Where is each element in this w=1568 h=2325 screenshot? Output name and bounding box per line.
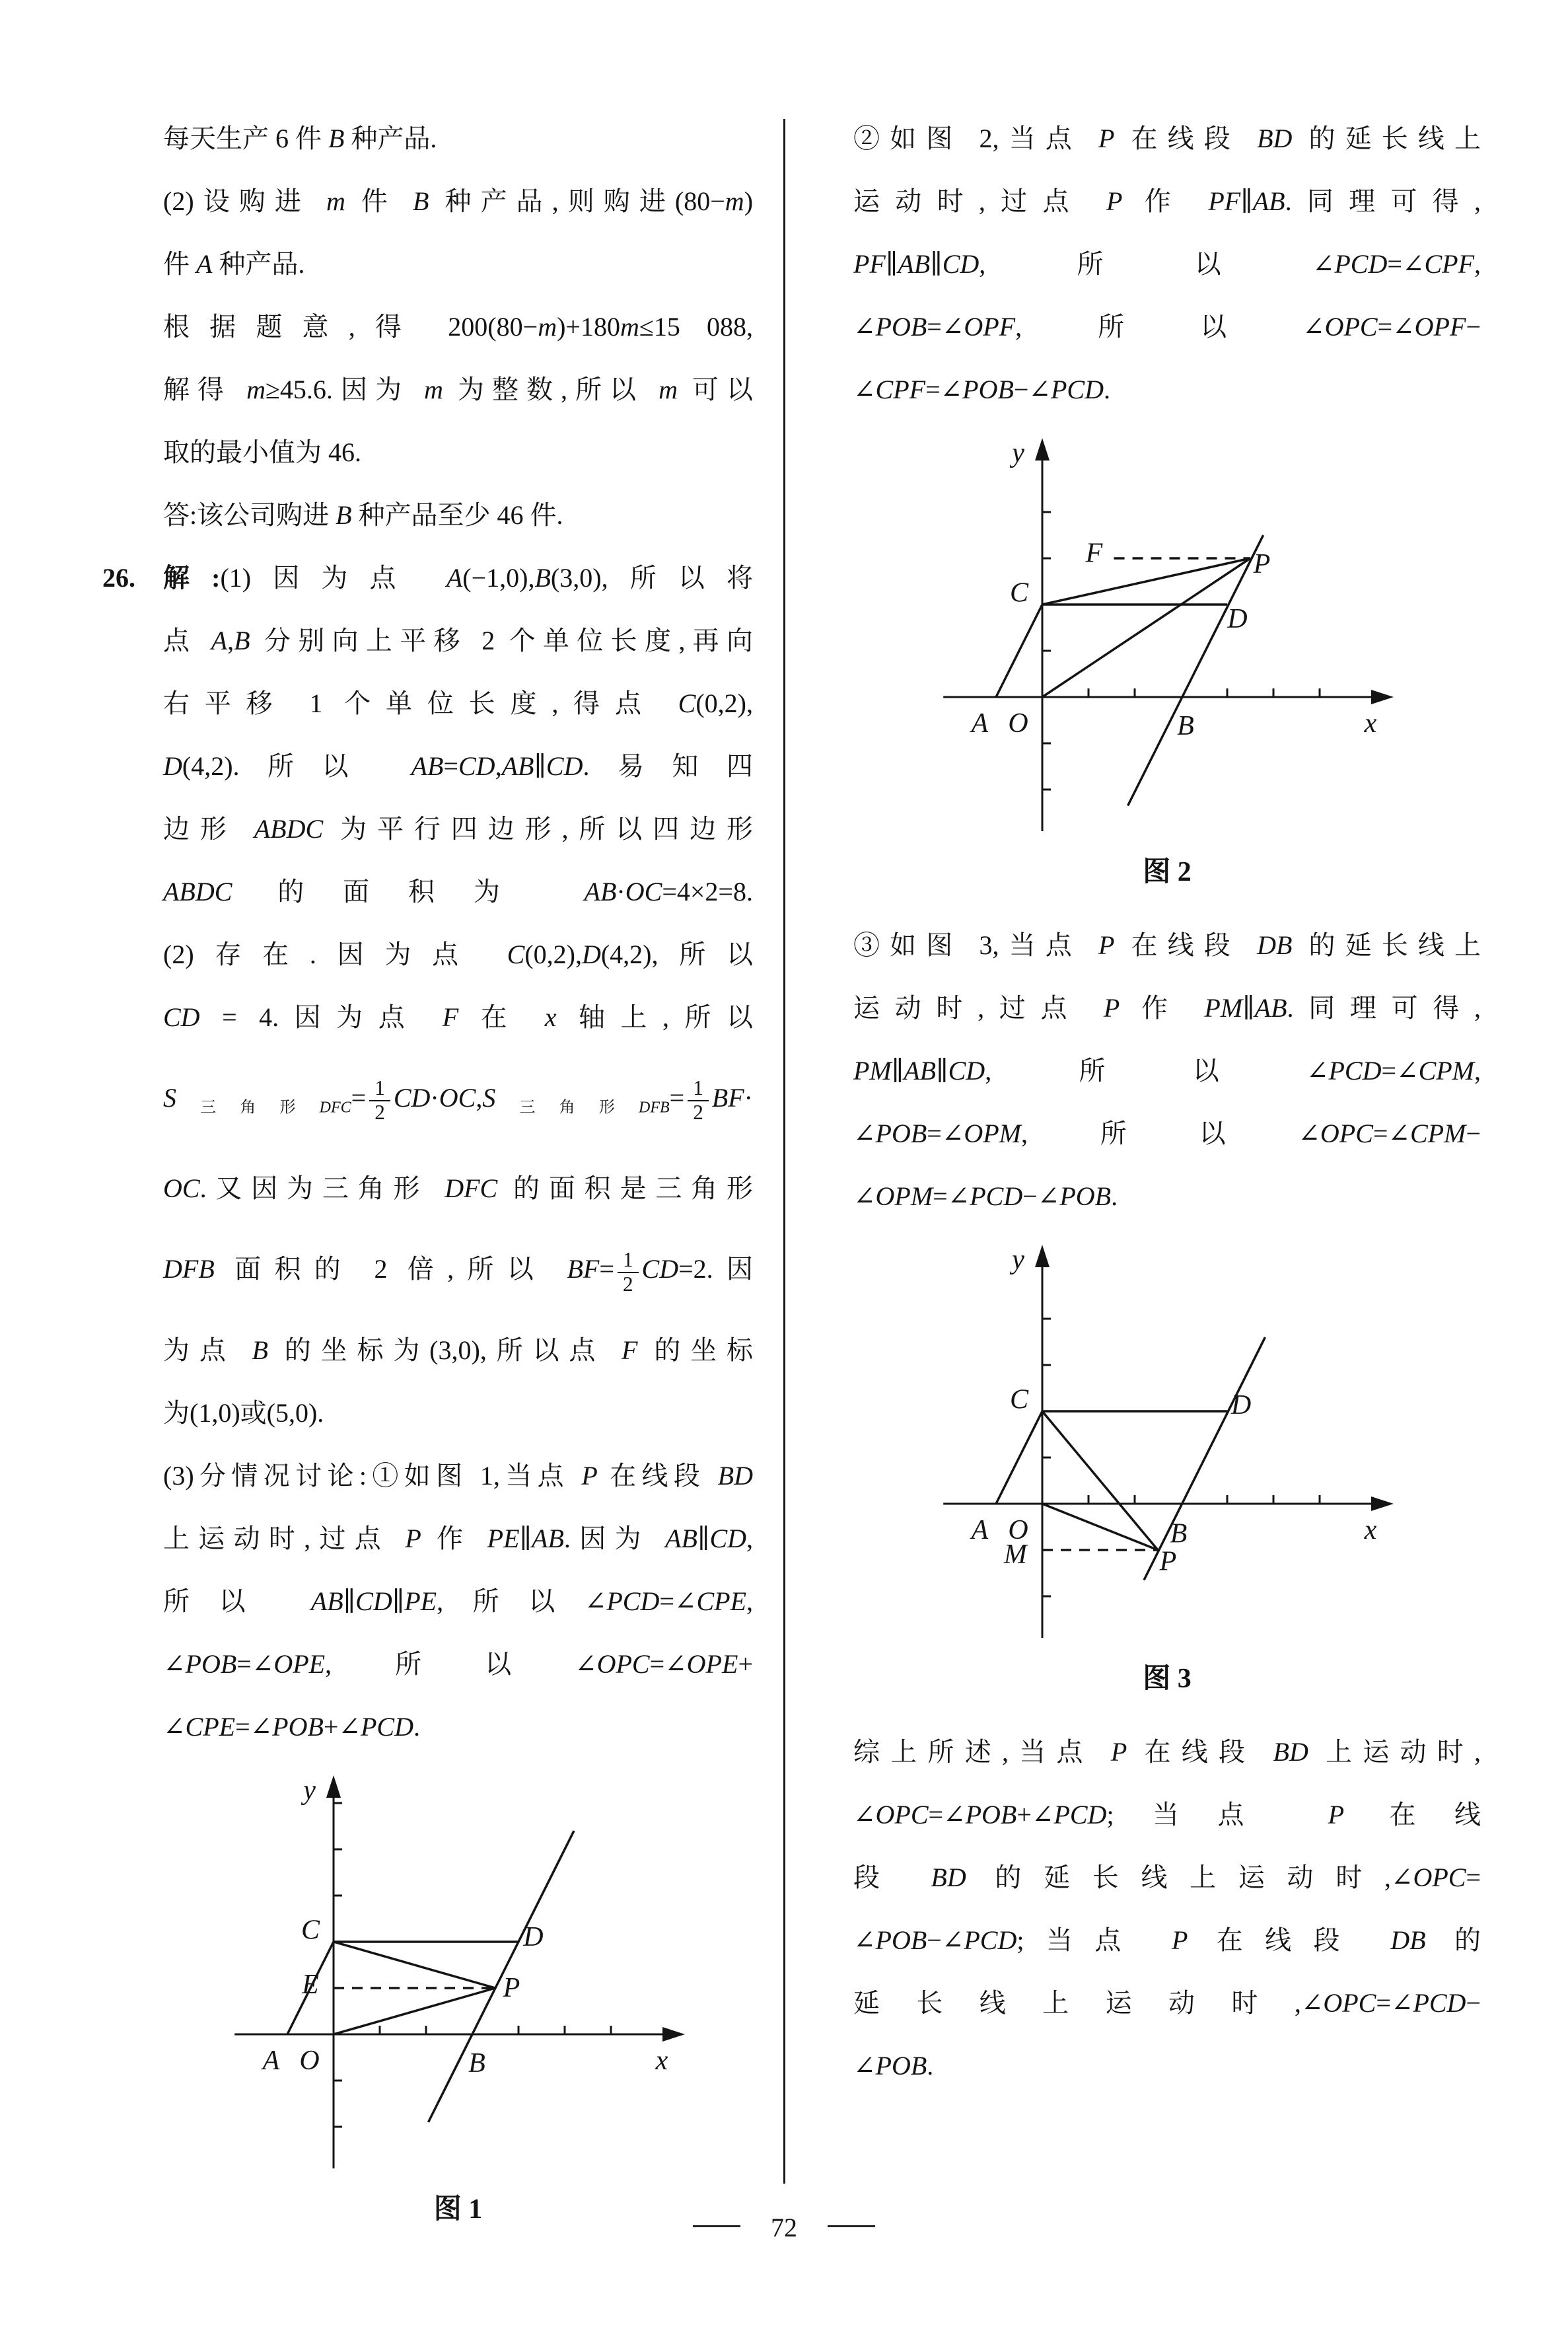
math-variable: POB <box>185 1649 237 1679</box>
math-variable: m <box>538 312 557 342</box>
math-variable: PF <box>853 249 886 279</box>
math-variable: B <box>534 563 551 593</box>
figure-segment <box>1042 558 1250 605</box>
text-line: 为点 B 的坐标为(3,0),所以点 F 的坐标 <box>163 1335 754 1366</box>
math-variable: P <box>1171 1925 1188 1955</box>
math-variable: P <box>1098 930 1115 960</box>
math-variable: POB <box>875 1119 927 1148</box>
point-label-D: D <box>1230 1390 1252 1421</box>
math-variable: OPC <box>1320 1119 1373 1148</box>
math-variable: OPC <box>1413 1863 1466 1892</box>
figure-2-caption: 图 2 <box>1143 857 1192 887</box>
math-variable: AB <box>904 1056 937 1086</box>
figure-2-wrap <box>853 438 1481 895</box>
footer-dash <box>828 2225 875 2227</box>
math-variable: m <box>725 186 744 216</box>
case-2-text <box>853 107 1481 421</box>
math-variable: BD <box>931 1863 966 1892</box>
text-line: DFB 面积的 2 倍,所以 BF= $\frac{1}{2}$ CD=2.因 <box>163 1247 754 1296</box>
text-line: 答:该公司购进 B 种产品至少 46 件. <box>163 500 563 530</box>
math-variable: P <box>1110 1737 1127 1767</box>
text-line: ∠OPM=∠PCD−∠POB. <box>853 1181 1118 1211</box>
point-label-F: F <box>1085 538 1103 569</box>
text-line: OC.又因为三角形 DFC 的面积是三角形 <box>163 1173 753 1204</box>
math-variable: BD <box>717 1461 753 1491</box>
math-variable: P <box>1106 186 1123 216</box>
math-variable: B <box>252 1335 268 1366</box>
math-variable: OC <box>163 1173 200 1204</box>
case-3-text <box>853 914 1481 1228</box>
point-label-D: D <box>1227 603 1248 634</box>
text-line: 为(1,0)或(5,0). <box>163 1398 324 1428</box>
fraction <box>618 1249 639 1296</box>
math-variable: AB <box>310 1586 343 1617</box>
point-label-P: P <box>1253 549 1271 580</box>
figure-segment <box>1144 1337 1265 1580</box>
text-line: 延长线上运动时,∠OPC=∠PCD− <box>853 1988 1481 2018</box>
text-line: (3)分情况讨论:①如图 1,当点 P 在线段 BD <box>163 1461 753 1491</box>
math-variable: OPF <box>1414 312 1466 342</box>
math-variable: F <box>622 1335 638 1366</box>
math-variable: CPE <box>185 1712 236 1742</box>
math-variable: m <box>246 375 266 404</box>
math-variable: ABDC <box>163 877 232 906</box>
fraction-denominator: 2 <box>369 1100 390 1125</box>
math-variable: PCD <box>1413 1988 1466 2018</box>
point-label-D: D <box>522 1922 544 1953</box>
math-variable: DFB <box>638 1099 670 1117</box>
figure-svg <box>232 1775 685 2173</box>
math-variable: OPE <box>273 1649 326 1679</box>
fraction-numerator: 1 <box>693 1076 703 1100</box>
right-column <box>853 107 1481 2097</box>
text-line: ∠POB=∠OPE,所以∠OPC=∠OPE+ <box>163 1649 753 1679</box>
math-variable: ABDC <box>254 814 324 844</box>
math-variable: m <box>424 375 443 404</box>
x-axis-label: x <box>655 2046 668 2077</box>
fraction-denominator: 2 <box>618 1272 639 1296</box>
text-line: ∠POB. <box>853 2051 934 2081</box>
text-line: 取的最小值为 46. <box>163 437 361 467</box>
math-variable: D <box>163 751 182 781</box>
math-variable: AB <box>1254 993 1287 1023</box>
math-variable: P <box>581 1461 598 1491</box>
math-variable: x <box>544 1002 557 1032</box>
point-label-O: O <box>1008 1515 1028 1546</box>
point-label-O: O <box>1008 708 1028 739</box>
math-variable: DFC <box>319 1099 351 1117</box>
math-variable: BD <box>1273 1737 1308 1767</box>
math-variable: CD <box>458 751 495 781</box>
math-variable: B <box>328 124 345 153</box>
text-line: 右平移 1 个单位长度,得点 C(0,2), <box>163 688 753 718</box>
page-number: 72 <box>771 2213 797 2242</box>
math-variable: DB <box>1257 930 1293 960</box>
math-variable: OPC <box>1323 1988 1376 2018</box>
math-variable: B <box>413 186 429 216</box>
subscript: 三角形DFB <box>495 1099 670 1117</box>
text-line: ∠CPE=∠POB+∠PCD. <box>163 1712 420 1742</box>
text-line: (2)存在.因为点 C(0,2),D(4,2),所以 <box>163 940 753 969</box>
y-axis-arrow <box>1035 438 1050 461</box>
math-variable: PCD <box>1053 1800 1107 1829</box>
figure-segment <box>1042 1411 1158 1550</box>
figure-3-caption: 图 3 <box>1143 1664 1192 1694</box>
math-variable: CPF <box>875 375 926 404</box>
figure-segment <box>428 1831 574 2122</box>
x-axis-arrow <box>1371 1496 1394 1511</box>
figure-segment <box>334 1988 495 2034</box>
math-variable: A <box>196 249 213 279</box>
math-variable: CPF <box>1424 249 1474 279</box>
math-variable: BF <box>567 1254 600 1284</box>
text-line: 每天生产 6 件 B 种产品. <box>163 124 437 153</box>
math-variable: OC <box>439 1083 476 1113</box>
fraction-numerator: 1 <box>374 1076 385 1100</box>
math-variable: CPE <box>696 1586 746 1617</box>
fraction-denominator: 2 <box>688 1100 709 1125</box>
math-variable: P <box>405 1524 421 1554</box>
text-line: D(4,2).所以 AB=CD,AB∥CD.易知四 <box>163 751 754 781</box>
math-variable: PM <box>853 1056 892 1086</box>
text-line: ∠POB=∠OPF,所以∠OPC=∠OPF− <box>853 312 1481 342</box>
point-label-P: P <box>1159 1546 1177 1577</box>
math-variable: CPM <box>1418 1056 1474 1086</box>
text-line: CD = 4.因为点 F 在 x 轴上,所以 <box>163 1002 754 1032</box>
math-variable: AB <box>898 249 931 279</box>
text-line: 上运动时,过点 P 作 PE∥AB.因为 AB∥CD, <box>163 1524 754 1554</box>
math-variable: PCD <box>360 1712 413 1742</box>
point-label-O: O <box>299 2046 320 2077</box>
math-variable: B <box>336 500 352 530</box>
conclusion-text <box>853 1720 1481 2097</box>
math-variable: BD <box>1257 124 1293 153</box>
math-variable: CPM <box>1410 1119 1466 1148</box>
math-variable: POB <box>875 1925 927 1955</box>
text-line: ∠POB=∠OPM,所以∠OPC=∠CPM− <box>853 1119 1481 1148</box>
math-variable: m <box>659 375 678 404</box>
math-variable: P <box>1103 993 1120 1023</box>
math-variable: CD <box>163 1002 200 1032</box>
math-variable: C <box>678 688 696 718</box>
text-line: 所以 AB∥CD∥PE,所以∠PCD=∠CPE, <box>163 1586 753 1617</box>
math-variable: C <box>507 940 525 969</box>
left-column <box>102 107 753 2251</box>
solution-25-continuation <box>163 107 753 546</box>
figure-segment <box>996 1411 1042 1504</box>
x-axis-label: x <box>1364 1515 1377 1546</box>
y-axis-label: y <box>1012 438 1024 469</box>
text-line: 段 BD 的延长线上运动时,∠OPC= <box>853 1863 1481 1892</box>
math-variable: B <box>234 626 250 655</box>
figure-segment <box>334 1942 495 1988</box>
fraction <box>688 1077 709 1125</box>
math-variable: OPC <box>875 1800 929 1829</box>
text-line: ABDC 的面积为 AB·OC=4×2=8. <box>163 877 753 906</box>
fraction <box>369 1077 390 1125</box>
text-line: 解得 m≥45.6.因为 m 为整数,所以 m 可以 <box>163 375 754 404</box>
math-variable: OPC <box>1324 312 1378 342</box>
math-variable: CD <box>948 1056 985 1086</box>
solution-26-text <box>163 546 753 1758</box>
figure-svg <box>941 1245 1394 1642</box>
math-variable: DB <box>1390 1925 1426 1955</box>
y-axis-label: y <box>1012 1245 1024 1276</box>
math-variable: P <box>1098 124 1115 153</box>
figure-segment <box>1042 1504 1158 1550</box>
math-variable: OC <box>625 877 662 906</box>
text-line: ②如图 2,当点 P 在线段 BD 的延长线上 <box>853 124 1481 153</box>
page-footer <box>0 2212 1568 2243</box>
point-label-B: B <box>1177 711 1194 742</box>
math-variable: PE <box>404 1586 437 1617</box>
figure-1 <box>163 1775 753 2173</box>
math-variable: POB <box>965 1800 1017 1829</box>
figure-3 <box>853 1245 1481 1642</box>
text-line: ∠OPC=∠POB+∠PCD;当点 P 在线 <box>853 1800 1481 1829</box>
x-axis-label: x <box>1364 708 1377 739</box>
text-line: (2)设购进 m 件 B 种产品,则购进(80−m) <box>163 186 754 216</box>
math-variable: BF <box>711 1083 744 1113</box>
math-variable: PCD <box>970 1181 1023 1211</box>
math-variable: POB <box>962 375 1014 404</box>
text-line: ③如图 3,当点 P 在线段 DB 的延长线上 <box>853 930 1481 960</box>
y-axis-arrow <box>1035 1245 1050 1267</box>
figure-svg <box>941 438 1394 836</box>
math-variable: m <box>620 312 639 342</box>
math-variable: DFB <box>163 1254 215 1284</box>
text-line: 综上所述,当点 P 在线段 BD 上运动时, <box>853 1737 1481 1767</box>
text-line: 解:(1)因为点 A(−1,0),B(3,0),所以将 <box>163 563 753 593</box>
point-label-C: C <box>1009 577 1029 609</box>
math-variable: AB <box>532 1524 564 1554</box>
point-label-B: B <box>1170 1518 1188 1549</box>
figure-2 <box>853 438 1481 836</box>
math-variable: AB <box>1252 186 1285 216</box>
text-line: PM∥AB∥CD,所以∠PCD=∠CPM, <box>853 1056 1481 1086</box>
math-variable: P <box>1328 1800 1344 1829</box>
math-variable: PCD <box>1334 249 1388 279</box>
math-variable: POB <box>272 1712 324 1742</box>
text-line: 边形 ABDC 为平行四边形,所以四边形 <box>163 814 754 844</box>
text-line: 件 A 种产品. <box>163 249 305 279</box>
point-label-C: C <box>1009 1384 1029 1415</box>
math-variable: AB <box>501 751 534 781</box>
math-variable: m <box>326 186 345 216</box>
math-variable: CD <box>355 1586 392 1617</box>
point-label-B: B <box>468 2048 485 2079</box>
figure-1-caption: 图 1 <box>433 2194 483 2225</box>
footer-dash <box>693 2225 740 2227</box>
math-variable: CD <box>641 1254 679 1284</box>
math-variable: AB <box>411 751 444 781</box>
math-variable: A <box>211 626 228 655</box>
math-variable: PF <box>1208 186 1241 216</box>
math-variable: CD <box>393 1083 431 1113</box>
math-variable: CD <box>709 1524 747 1554</box>
figure-segment <box>996 605 1042 697</box>
point-label-A: A <box>971 1515 989 1546</box>
math-variable: F <box>442 1002 459 1032</box>
text-line: 运动时,过点 P 作 PF∥AB.同理可得, <box>853 186 1481 216</box>
point-label-A: A <box>971 708 989 739</box>
text-line: PF∥AB∥CD,所以∠PCD=∠CPF, <box>853 249 1481 279</box>
point-label-P: P <box>503 1973 520 2004</box>
bold-text: 解: <box>163 563 221 593</box>
point-label-A: A <box>262 2046 279 2077</box>
figure-3-wrap <box>853 1245 1481 1702</box>
figure-segment <box>1128 535 1264 806</box>
math-variable: PCD <box>1050 375 1104 404</box>
math-variable: CD <box>942 249 980 279</box>
item-number: 26. <box>102 563 135 593</box>
text-line: 运动时,过点 P 作 PM∥AB.同理可得, <box>853 993 1481 1023</box>
text-line: 点 A,B 分别向上平移 2 个单位长度,再向 <box>163 626 754 655</box>
math-variable: S <box>163 1083 176 1113</box>
column-divider <box>783 119 785 2184</box>
y-axis-arrow <box>326 1775 341 1798</box>
text-line: 根据题意,得 200(80−m)+180m≤15 088, <box>163 312 753 342</box>
math-variable: AB <box>584 877 617 906</box>
math-variable: PCD <box>606 1586 660 1617</box>
math-variable: OPF <box>964 312 1016 342</box>
math-variable: DFC <box>445 1173 498 1204</box>
math-variable: D <box>581 940 601 969</box>
math-variable: S <box>482 1083 496 1113</box>
math-variable: PCD <box>964 1925 1017 1955</box>
math-variable: OPC <box>596 1649 650 1679</box>
x-axis-arrow <box>1371 690 1394 704</box>
figure-segment <box>1042 558 1250 697</box>
text-line: $S_{三角形DFC}=$ $\frac{1}{2}$ $CD\cdot OC,S_{三角形DFB}=$ $\frac{1}{2}$ BF· <box>163 1076 753 1125</box>
y-axis-label: y <box>303 1775 316 1806</box>
math-variable: PCD <box>1328 1056 1382 1086</box>
point-label-E: E <box>301 1970 319 2001</box>
math-variable: CD <box>546 751 583 781</box>
solution-26 <box>102 546 754 2233</box>
text-line: ∠CPF=∠POB−∠PCD. <box>853 375 1110 404</box>
text-line: ∠POB−∠PCD;当点 P 在线段 DB 的 <box>853 1925 1481 1955</box>
math-variable: POB <box>875 312 927 342</box>
math-variable: AB <box>665 1524 697 1554</box>
subscript: 三角形DFC <box>176 1099 351 1117</box>
math-variable: PE <box>487 1524 520 1554</box>
fraction-numerator: 1 <box>622 1247 633 1271</box>
math-variable: POB <box>1059 1181 1112 1211</box>
x-axis-arrow <box>662 2027 685 2042</box>
math-variable: OPM <box>964 1119 1021 1148</box>
math-variable: A <box>446 563 463 593</box>
figure-1-wrap <box>163 1775 753 2233</box>
math-variable: PM <box>1204 993 1243 1023</box>
point-label-C: C <box>301 1915 320 1946</box>
math-variable: OPE <box>686 1649 738 1679</box>
math-variable: POB <box>875 2051 927 2081</box>
point-label-M: M <box>1003 1539 1027 1570</box>
math-variable: OPM <box>875 1181 933 1211</box>
